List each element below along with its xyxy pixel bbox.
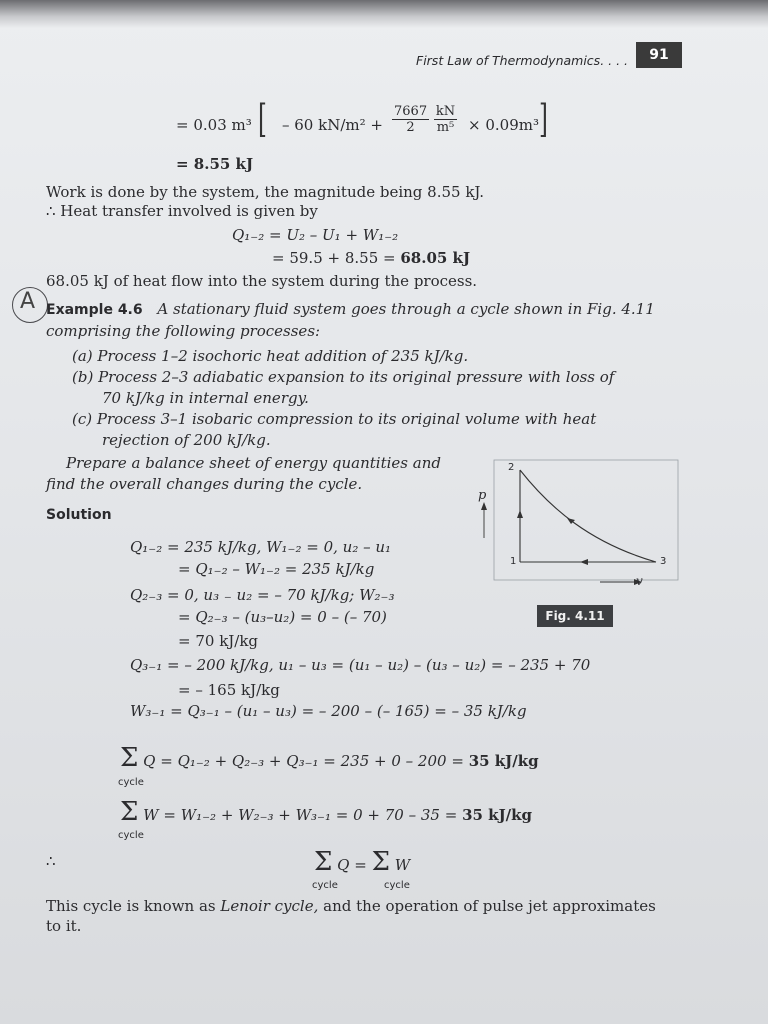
point-1-label: 1 bbox=[510, 556, 517, 567]
closing-text: This cycle is known as bbox=[46, 897, 216, 915]
closing-text-rest: and the operation of pulse jet approximates bbox=[323, 897, 656, 915]
process-c-continued: rejection of 200 kJ/kg. bbox=[102, 431, 271, 449]
sigma-symbol: Σ bbox=[120, 797, 139, 827]
solution-line-6: Q₃₋₁ = – 200 kJ/kg, u₁ – u₃ = (u₁ – u₂) – (u₃ – u₂) = – 235 + 70 bbox=[130, 656, 591, 674]
solution-line-4: = Q₂₋₃ – (u₃–u₂) = 0 – (– 70) bbox=[178, 608, 387, 626]
cycle-subscript: cycle bbox=[312, 880, 338, 891]
process-2-3-curve bbox=[520, 470, 656, 562]
example-label: Example 4.6 bbox=[46, 302, 143, 318]
heat-equation-value bbox=[272, 249, 470, 267]
process-a: (a) Process 1–2 isochoric heat addition of 235 kJ/kg. bbox=[72, 347, 469, 365]
left-bracket: [ bbox=[257, 97, 267, 141]
sum-q-result: 35 kJ/kg bbox=[468, 752, 539, 770]
work-calc-tail: × 0.09m³ bbox=[468, 116, 539, 134]
sigma-symbol: Σ bbox=[314, 847, 333, 877]
page-number: 91 bbox=[636, 42, 682, 68]
solution-line-2: = Q₁₋₂ – W₁₋₂ = 235 kJ/kg bbox=[178, 560, 375, 578]
fraction-denominator: 2 bbox=[406, 120, 415, 135]
prepare-instruction-continued: find the overall changes during the cycle. bbox=[46, 475, 363, 493]
right-bracket: ] bbox=[538, 97, 548, 141]
work-calc-term1: – 60 kN/m² + bbox=[282, 116, 383, 134]
solution-line-5: = 70 kJ/kg bbox=[178, 632, 259, 650]
figure-caption: Fig. 4.11 bbox=[537, 605, 613, 627]
sum-w-terms: W = W₁₋₂ + W₂₋₃ + W₃₋₁ = 0 + 70 – 35 = bbox=[143, 806, 458, 824]
example-heading bbox=[46, 300, 655, 318]
process-b: (b) Process 2–3 adiabatic expansion to its original pressure with loss of bbox=[72, 368, 615, 386]
fraction-numerator: 7667 bbox=[394, 104, 428, 119]
paragraph-work-done: Work is done by the system, the magnitude being 8.55 kJ. bbox=[46, 183, 485, 201]
example-statement-continued: comprising the following processes: bbox=[46, 322, 321, 340]
cycle-subscript: cycle bbox=[118, 830, 144, 841]
final-w: W bbox=[394, 856, 411, 874]
page-top-shadow bbox=[0, 0, 768, 28]
sum-w-result: 35 kJ/kg bbox=[462, 806, 533, 824]
running-title: First Law of Thermodynamics. . . . bbox=[416, 53, 629, 68]
point-2-label: 2 bbox=[508, 462, 515, 473]
heat-equation-result: 68.05 kJ bbox=[400, 249, 471, 267]
process-c: (c) Process 3–1 isobaric compression to its original volume with heat bbox=[72, 410, 597, 428]
therefore-symbol: ∴ bbox=[46, 852, 56, 870]
closing-paragraph-continued: to it. bbox=[46, 917, 82, 935]
paragraph-heat-flow: 68.05 kJ of heat flow into the system during the process. bbox=[46, 272, 478, 290]
lenoir-cycle: Lenoir cycle, bbox=[220, 897, 319, 915]
final-q: Q = bbox=[337, 856, 367, 874]
final-equality bbox=[314, 847, 411, 877]
pv-diagram bbox=[480, 458, 680, 608]
sigma-symbol: Σ bbox=[371, 847, 390, 877]
cycle-subscript: cycle bbox=[384, 880, 410, 891]
prepare-instruction: Prepare a balance sheet of energy quantities and bbox=[66, 454, 441, 472]
unit-numerator: kN bbox=[435, 104, 456, 119]
solution-line-3: Q₂₋₃ = 0, u₃ ₋ u₂ = – 70 kJ/kg; W₂₋₃ bbox=[130, 586, 395, 604]
handwritten-annotation bbox=[12, 287, 48, 323]
arrow-up-icon bbox=[517, 510, 523, 518]
example-statement: A stationary fluid system goes through a cycle shown in Fig. 4.11 bbox=[157, 300, 655, 318]
work-calc-prefix: = 0.03 m³ bbox=[176, 116, 252, 134]
sum-w-equation bbox=[120, 797, 533, 827]
process-b-continued: 70 kJ/kg in internal energy. bbox=[102, 389, 309, 407]
sigma-symbol: Σ bbox=[120, 743, 139, 773]
unit-denominator: m⁵ bbox=[436, 120, 455, 135]
work-calc-fraction bbox=[392, 104, 457, 135]
cycle-subscript: cycle bbox=[118, 777, 144, 788]
sum-q-terms: Q = Q₁₋₂ + Q₂₋₃ + Q₃₋₁ = 235 + 0 – 200 = bbox=[143, 752, 464, 770]
closing-paragraph bbox=[46, 897, 656, 915]
solution-label: Solution bbox=[46, 507, 112, 523]
solution-line-1: Q₁₋₂ = 235 kJ/kg, W₁₋₂ = 0, u₂ – u₁ bbox=[130, 538, 392, 556]
work-calc-result: = 8.55 kJ bbox=[176, 155, 254, 173]
solution-line-8: W₃₋₁ = Q₃₋₁ – (u₁ – u₃) = – 200 – (– 165) = – 35 kJ/kg bbox=[130, 702, 527, 720]
heat-equation: Q₁₋₂ = U₂ – U₁ + W₁₋₂ bbox=[232, 226, 399, 244]
point-3-label: 3 bbox=[660, 556, 667, 567]
annotation-letter: A bbox=[20, 289, 36, 314]
pressure-label: p bbox=[478, 488, 487, 503]
sum-q-equation bbox=[120, 743, 539, 773]
paragraph-heat-transfer: ∴ Heat transfer involved is given by bbox=[46, 202, 318, 220]
arrow-up-icon bbox=[481, 502, 487, 510]
volume-label: v bbox=[636, 574, 643, 588]
arrow-left-icon bbox=[580, 559, 588, 565]
heat-equation-sum: = 59.5 + 8.55 = bbox=[272, 249, 396, 267]
solution-line-7: = – 165 kJ/kg bbox=[178, 681, 280, 699]
